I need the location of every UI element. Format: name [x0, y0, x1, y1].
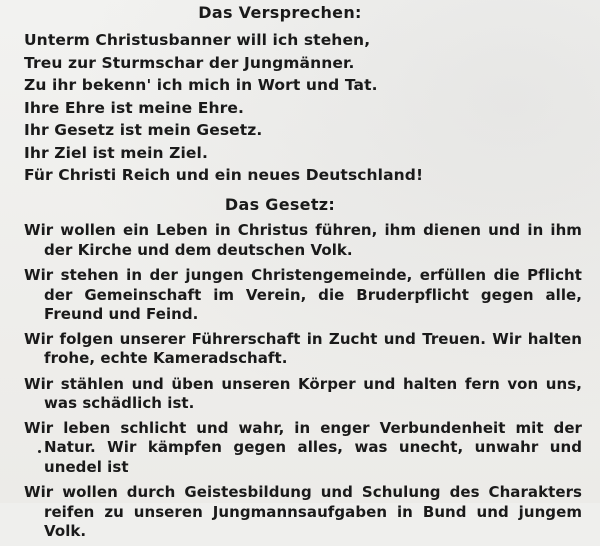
law-item: Wir stehen in der jungen Christengemeinde, erfüllen die Pflicht der Gemeinschaft im Verein, die Bruderpflicht gegen alle, Freund und Feind.	[24, 266, 582, 323]
pledge-line: Zu ihr bekenn' ich mich in Wort und Tat.	[24, 76, 378, 94]
pledge-line: Für Christi Reich und ein neues Deutschland!	[24, 166, 424, 184]
law-item: Wir wollen durch Geistesbildung und Schulung des Charakters reifen zu unseren Jungmannsaufgaben in Bund und jungem Volk.	[24, 483, 582, 540]
law-item: Wir folgen unserer Führerschaft in Zucht und Treuen. Wir halten frohe, echte Kameradschaft.	[24, 329, 582, 367]
law-heading: Das Gesetz:	[224, 195, 336, 214]
pledge-line: Treu zur Sturmschar der Jungmänner.	[24, 53, 355, 72]
ink-speck	[38, 450, 41, 453]
pledge-line: Ihr Gesetz ist mein Gesetz.	[24, 121, 263, 139]
law-item: Wir stählen und üben unseren Körper und halten fern von uns, was schädlich ist.	[24, 374, 582, 412]
pledge-line: Ihre Ehre ist meine Ehre.	[24, 98, 244, 117]
law-item: Wir wollen ein Leben in Christus führen, ihm dienen und in ihm der Kirche und dem deutschen Volk.	[24, 221, 582, 259]
pledge-line: Ihr Ziel ist mein Ziel.	[24, 143, 208, 162]
law-item: Wir leben schlicht und wahr, in enger Verbundenheit mit der Natur. Wir kämpfen gegen alles, was unecht, unwahr und unedel ist	[24, 418, 582, 476]
bleed-through-text	[540, 160, 548, 185]
pledge-lines	[24, 29, 423, 187]
pledge-heading: Das Versprechen:	[198, 3, 362, 22]
law-items	[24, 221, 582, 546]
pledge-line: Unterm Christusbanner will ich stehen,	[24, 31, 371, 49]
